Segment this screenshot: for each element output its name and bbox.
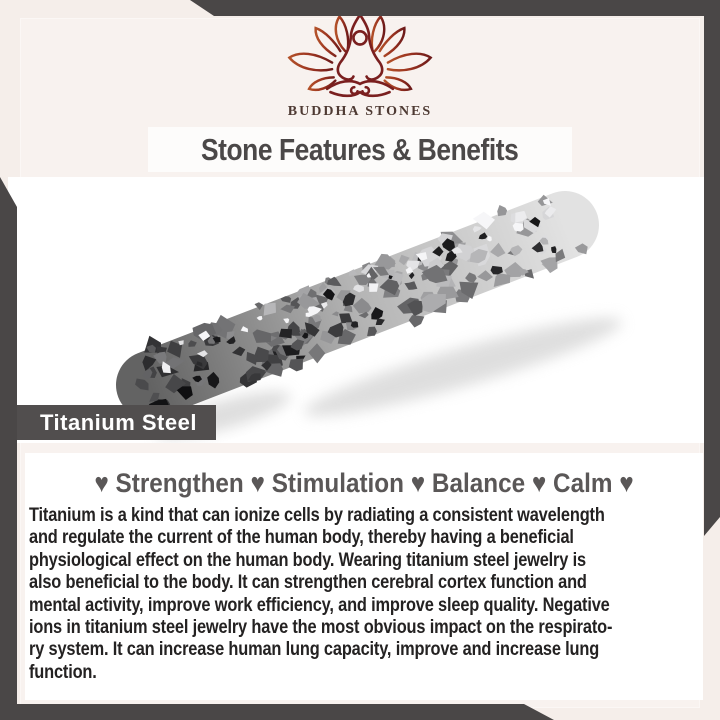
top-ribbon-decoration [190,0,720,16]
bottom-ribbon-decoration [0,704,554,720]
left-ribbon-decoration [0,177,17,720]
benefits-body: Titanium is a kind that can ionize cells by radiating a consistent wavelength and regulate the current of the human body, thereby having a beneficial physiological effect on the human body. Wearing titanium steel jewelry is also beneficial to the body. It can strengthen cerebral cortex function and mental activity, improve work efficiency, and improve sleep quality. Negative ions in titanium steel jewelry have the most obvious impact on the respirato- ry system. It can increase human lung capacity, improve and increase lung function. [29,504,613,683]
right-ribbon-decoration [704,0,720,536]
brand-name: BUDDHA STONES [287,104,433,119]
benefits-panel [25,453,703,700]
product-label-band [10,405,216,440]
benefits-heading: ♥ Strengthen ♥ Stimulation ♥ Balance ♥ Calm ♥ [94,468,634,498]
product-label: Titanium Steel [40,409,197,435]
section-title-box [148,127,572,172]
brand-header [0,10,720,120]
titanium-crystal-bar-image [8,177,705,443]
product-photo-panel [8,177,705,443]
section-title: Stone Features & Benefits [201,131,519,167]
lotus-meditation-icon [265,10,455,102]
